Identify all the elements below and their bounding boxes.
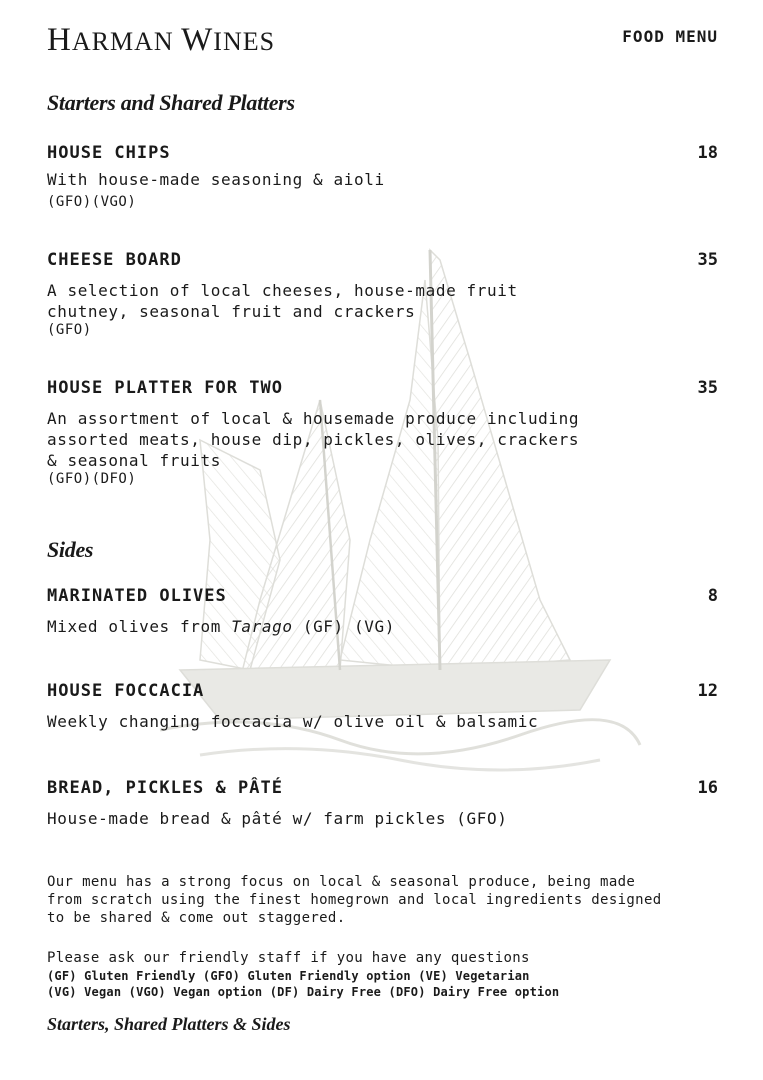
item-dietary-tags: (GFO)(DFO)	[47, 471, 137, 487]
item-price: 35	[697, 378, 718, 398]
menu-label: FOOD MENU	[622, 27, 718, 46]
item-description: With house-made seasoning & aioli	[47, 170, 385, 189]
item-description: An assortment of local & housemade produce including assorted meats, house dip, pickles, olives, crackers & seasonal fruits	[47, 409, 580, 470]
item-dietary-tags: (GFO)(VGO)	[47, 194, 137, 210]
footer-title: Starters, Shared Platters & Sides	[47, 1014, 291, 1034]
item-description: A selection of local cheeses, house-made fruit chutney, seasonal fruit and crackers	[47, 281, 518, 321]
brand-logo: HARMAN WINES	[47, 22, 276, 58]
menu-item-bread-pickles-pate	[47, 778, 718, 829]
item-dietary-tags: (GFO)	[47, 322, 92, 338]
menu-item-house-foccacia	[47, 681, 718, 732]
menu-item-house-chips	[47, 143, 718, 211]
item-name: HOUSE CHIPS	[47, 143, 171, 163]
section-title-starters: Starters and Shared Platters	[47, 90, 295, 115]
item-name: BREAD, PICKLES & PÂTÉ	[47, 778, 283, 798]
menu-focus-note: Our menu has a strong focus on local & seasonal produce, being made from scratch using the finest homegrown and local ingredients designed to be shared & come out staggered.	[47, 874, 662, 926]
menu-item-marinated-olives	[47, 586, 718, 637]
item-name: CHEESE BOARD	[47, 250, 182, 270]
item-price: 16	[697, 778, 718, 798]
menu-item-house-platter	[47, 378, 718, 488]
section-title-sides: Sides	[47, 537, 94, 562]
item-description: Weekly changing foccacia w/ olive oil & balsamic	[47, 712, 539, 731]
item-price: 12	[697, 681, 718, 701]
item-price: 35	[697, 250, 718, 270]
menu-item-cheese-board	[47, 250, 718, 339]
item-price: 18	[697, 143, 718, 163]
dietary-legend: (GF) Gluten Friendly (GFO) Gluten Friendly option (VE) Vegetarian (VG) Vegan (VGO) Vegan option (DF) Dairy Free (DFO) Dairy Free option	[47, 969, 560, 999]
item-description: House-made bread & pâté w/ farm pickles (GFO)	[47, 809, 508, 828]
item-name: HOUSE PLATTER FOR TWO	[47, 378, 283, 398]
item-name: MARINATED OLIVES	[47, 586, 227, 606]
item-description: Mixed olives from Tarago (GF) (VG)	[47, 617, 395, 636]
ask-staff-note: Please ask our friendly staff if you have any questions	[47, 950, 530, 966]
item-price: 8	[707, 586, 718, 606]
item-origin-italic: Tarago	[231, 617, 293, 636]
item-name: HOUSE FOCCACIA	[47, 681, 205, 701]
